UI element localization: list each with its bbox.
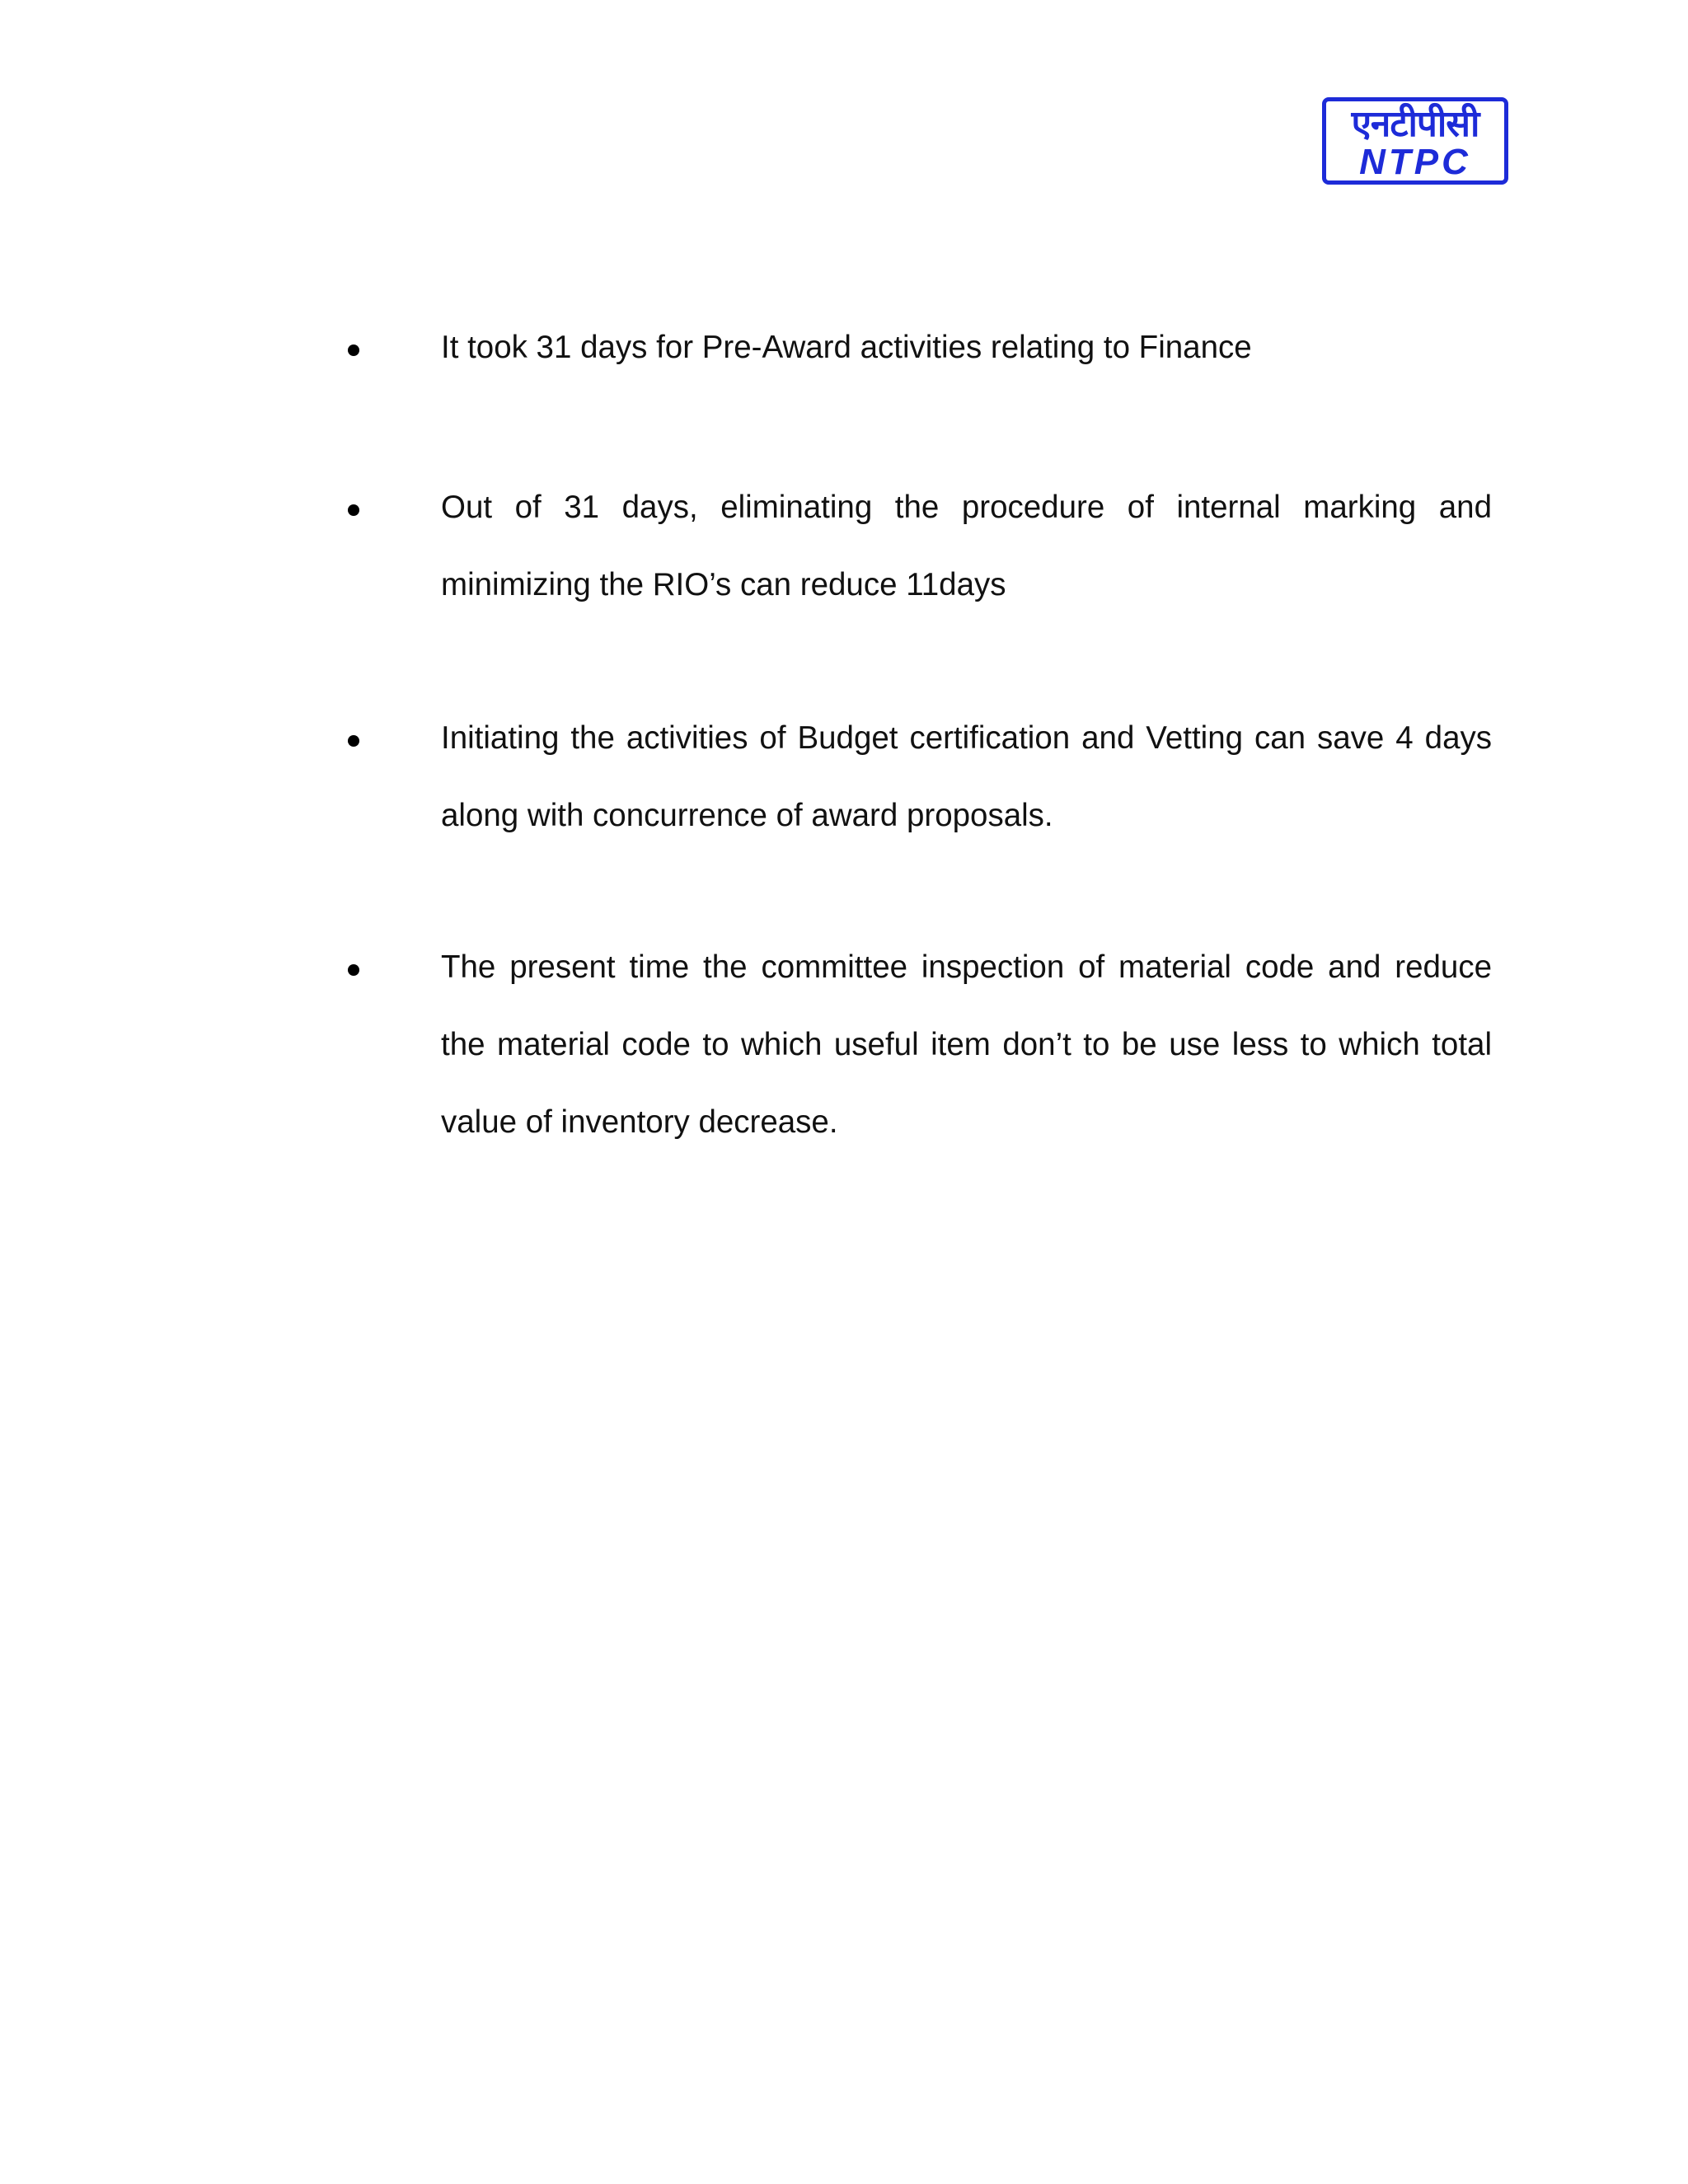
logo-hindi-text: एनटीपीसी [1351, 103, 1479, 145]
bullet-icon [348, 504, 359, 516]
bullet-icon [348, 964, 359, 976]
list-item-text: The present time the committee inspection of material code and reduce the material code to which useful item don’t to be use less to which total value of inventory decrease. [441, 949, 1492, 1140]
list-item-text: It took 31 days for Pre-Award activities relating to Finance [441, 330, 1252, 365]
bullet-icon [348, 344, 359, 356]
list-item-text: Initiating the activities of Budget certification and Vetting can save 4 days along with concurrence of award proposals. [441, 720, 1492, 833]
logo-english-text: NTPC [1359, 142, 1471, 182]
list-item-text: Out of 31 days, eliminating the procedure of internal marking and minimizing the RIO’s can reduce 11days [441, 490, 1492, 602]
ntpc-logo [1322, 97, 1508, 185]
bullet-icon [348, 735, 359, 747]
